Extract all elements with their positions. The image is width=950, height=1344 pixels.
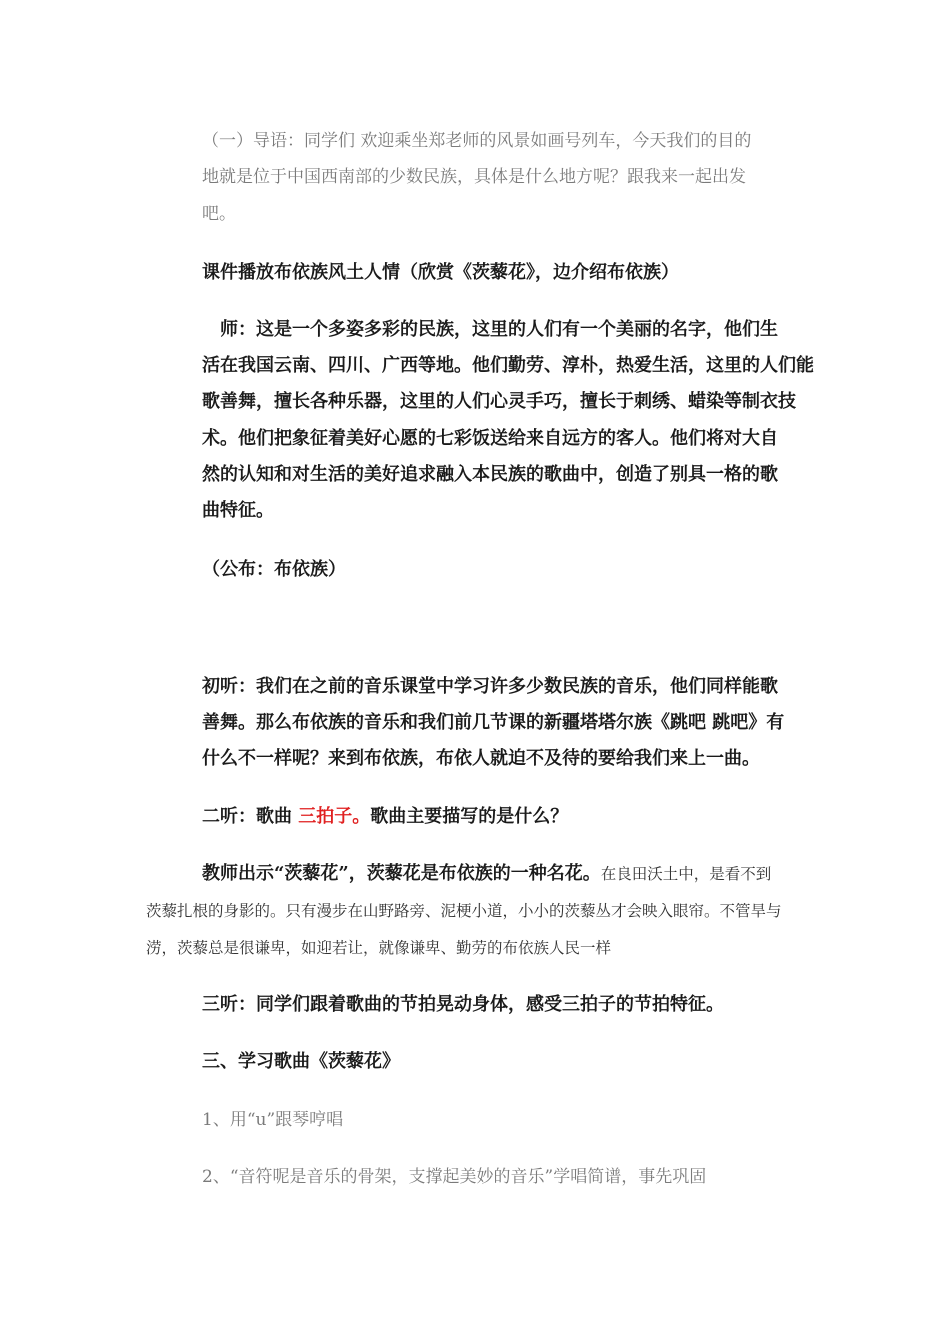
teacher-line-1: 师：这是一个多姿多彩的民族，这里的人们有一个美丽的名字，他们生 — [220, 319, 778, 340]
step-2-line: 2、“音符呢是音乐的骨架，支撑起美妙的音乐”学唱简谱，事先巩固 — [202, 1167, 707, 1187]
first-listen-line-3: 什么不一样呢？来到布依族，布依人就迫不及待的要给我们来上一曲。 — [202, 748, 760, 769]
teacher-line-6: 曲特征。 — [202, 500, 274, 521]
third-listen-line: 三听：同学们跟着歌曲的节拍晃动身体，感受三拍子的节拍特征。 — [202, 994, 724, 1015]
intro-line-2: 地就是位于中国西南部的少数民族，具体是什么地方呢？跟我来一起出发 — [202, 167, 746, 187]
intro-line-1: （一）导语：同学们 欢迎乘坐郑老师的风景如画号列车，今天我们的目的 — [202, 131, 752, 151]
teacher-line-4: 术。他们把象征着美好心愿的七彩饭送给来自远方的客人。他们将对大自 — [202, 428, 778, 449]
teacher-line-3: 歌善舞，擅长各种乐器，这里的人们心灵手巧，擅长于刺绣、蜡染等制衣技 — [202, 391, 796, 412]
second-listen-suffix: 歌曲主要描写的是什么？ — [370, 806, 569, 827]
second-listen-line — [202, 802, 568, 828]
first-listen-line-2: 善舞。那么布依族的音乐和我们前几节课的新疆塔塔尔族《跳吧 跳吧》有 — [202, 712, 785, 733]
second-listen-prefix: 二听：歌曲 — [202, 806, 299, 827]
courseware-line: 课件播放布依族风土人情（欣赏《茨藜花》，边介绍布依族） — [202, 262, 679, 283]
section-3-heading: 三、学习歌曲《茨藜花》 — [202, 1051, 400, 1072]
teacher-show-normal: 在良田沃土中，是看不到 — [600, 865, 772, 883]
teacher-show-line-1 — [202, 859, 771, 885]
announce-line: （公布：布依族） — [202, 559, 346, 580]
second-listen-highlight: 三拍子。 — [298, 806, 371, 827]
step-1-line: 1、用“u”跟琴哼唱 — [202, 1110, 344, 1130]
teacher-show-line-3: 涝，茨藜总是很谦卑，如迎若让，就像谦卑、勤劳的布依族人民一样 — [146, 939, 612, 957]
teacher-line-2: 活在我国云南、四川、广西等地。他们勤劳、淳朴，热爱生活，这里的人们能 — [202, 355, 814, 376]
teacher-show-bold: 教师出示“茨藜花”，茨藜花是布依族的一种名花。 — [202, 863, 601, 884]
intro-line-3: 吧。 — [202, 204, 236, 224]
teacher-show-line-2: 茨藜扎根的身影的。只有漫步在山野路旁、泥梗小道，小小的茨藜丛才会映入眼帘。不管旱与 — [146, 902, 782, 920]
first-listen-line-1: 初听：我们在之前的音乐课堂中学习许多少数民族的音乐，他们同样能歌 — [202, 676, 778, 697]
teacher-line-5: 然的认知和对生活的美好追求融入本民族的歌曲中，创造了别具一格的歌 — [202, 464, 778, 485]
